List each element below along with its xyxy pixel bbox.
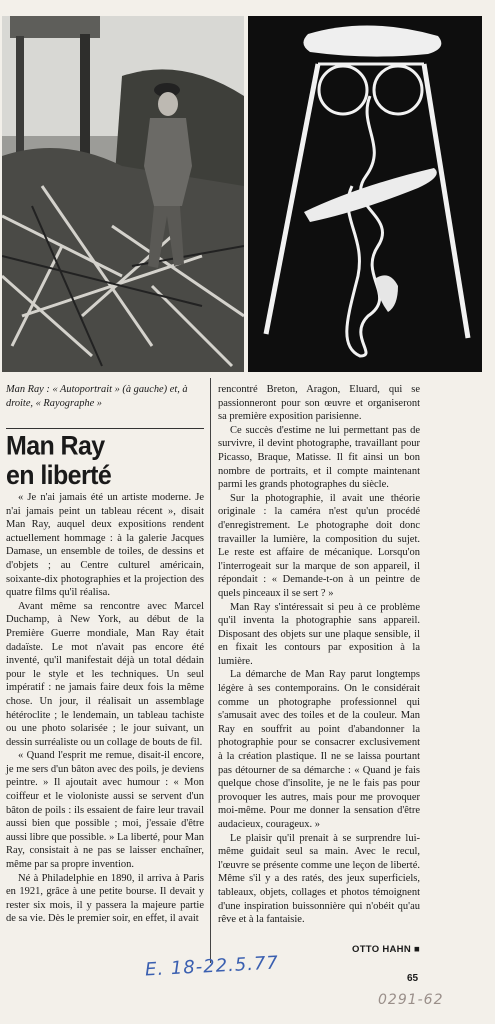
paragraph: Né à Philadelphie en 1890, il arriva à Paris en 1921, grâce à une petite bourse. Il devait y rester six mois, il y passera la majeure partie de sa vie. Dès le premier soir, en effet, il avait	[6, 872, 204, 925]
article-right-column	[218, 383, 420, 927]
paragraph: Sur la photographie, il avait une théorie originale : la caméra n'est qu'un procédé d'enregistrement. Le photographe doit donc travailler la lumière, la composition du sujet. Le reste est affaire de mécanique. Lorsqu'on l'interrogeait sur la marque de son appareil, il répondait : « Demande-t-on à un peintre de quels pinceaux il se sert ? »	[218, 492, 420, 599]
handwritten-reference: 0291-62	[378, 992, 444, 1008]
handwritten-date: E. 18-22.5.77	[144, 952, 280, 981]
article-left-column	[6, 491, 204, 926]
paragraph: Man Ray s'intéressait si peu à ce problème qu'il inventa la photographie sans appareil. Disposant des objets sur une plaque sensible, il en fixait les contours par exposition à la lumière.	[218, 601, 420, 667]
photo-autoportrait	[2, 16, 244, 372]
column-divider	[210, 378, 211, 963]
paragraph: La démarche de Man Ray parut longtemps légère à ses contemporains. On le considérait comme un photographe professionnel qui s'amusait avec des toiles et de la couleur. Man Ray en souffrit au point d'abandonner la photographie pour se consacrer exclusivement à la création plastique. Il ne se laissa pourtant pas détourner de sa démarche : « Quand je fais quelque chose d'insolite, je ne le fais pas pour provoquer les autres, mais pour me provoquer moi-même. Pour me donner la sensation d'être audacieux, courageux. »	[218, 669, 420, 830]
author-signature	[290, 944, 420, 955]
photo-caption: Man Ray : « Autoportrait » (à gauche) et, à droite, « Rayographe »	[6, 384, 188, 409]
paragraph: Le plaisir qu'il prenait à se surprendre lui-même guidait seul sa main. Avec le recul, l'œuvre se présente comme une leçon de liberté. Même s'il y a des ratés, des jeux superficiels, tableaux, objets, collages et photos témoignent d'une inspiration buissonnière qui n'obéit qu'au rêve et à la fantaisie.	[218, 832, 420, 926]
paragraph: Avant même sa rencontre avec Marcel Duchamp, à New York, au début de la Première Guerre mondiale, Man Ray était dadaïste. Le mot n'avait pas encore été inventé, qu'il manifestait déjà un total dédain pour le style et les techniques. Un seul impératif : ne jamais faire deux fois la même chose. Un jour, il réalisait un assemblage hétéroclite ; le lendemain, un tableau tachiste ou une photo solarisée ; le jour suivant, un dessin surréaliste ou un collage de bouts de fil.	[6, 600, 204, 748]
author-name: OTTO HAHN	[352, 944, 411, 955]
end-mark-icon: ■	[413, 944, 420, 955]
page-number: 65	[407, 973, 419, 984]
paragraph: rencontré Breton, Aragon, Eluard, qui se passionneront pour son œuvre et organiseront sa première exposition parisienne.	[218, 384, 420, 423]
headline-line-2: en liberté	[6, 460, 112, 491]
paragraph: « Quand l'esprit me remue, disait-il encore, je me sers d'un bâton avec des poils, je deviens peintre. » Il ajoutait avec humour : « Mon coiffeur et le violoniste aussi se servent d'un bâton de poils : ils essaient de faire leur travail aussi bien que possible ; moi, j'essaie d'être aussi libre que possible. » La liberté, pour Man Ray, consistait à ne pas se laisser enchaîner, même par sa propre invention.	[6, 750, 204, 871]
photo-rayographe	[248, 16, 482, 372]
paragraph: Ce succès d'estime ne lui permettant pas de survivre, il devint photographe, travaillant pour Picasso, Braque, Matisse. Il fit ainsi un bon nombre de portraits, et il compte maintenant parmi les grands photographes du siècle.	[218, 424, 420, 491]
paragraph: « Je n'ai jamais été un artiste moderne. Je n'ai jamais peint un tableau récent », disait Man Ray, auquel deux expositions rendent actuellement hommage : à la galerie Jacques Damase, un ensemble de toiles, de dessins et d'objets ; au Centre culturel américain, soixante-dix photographies et la projection des quatre films qu'il réalisa.	[6, 492, 204, 599]
caption-divider	[6, 428, 204, 429]
headline-line-1: Man Ray	[6, 430, 105, 462]
article-headline	[6, 432, 206, 490]
